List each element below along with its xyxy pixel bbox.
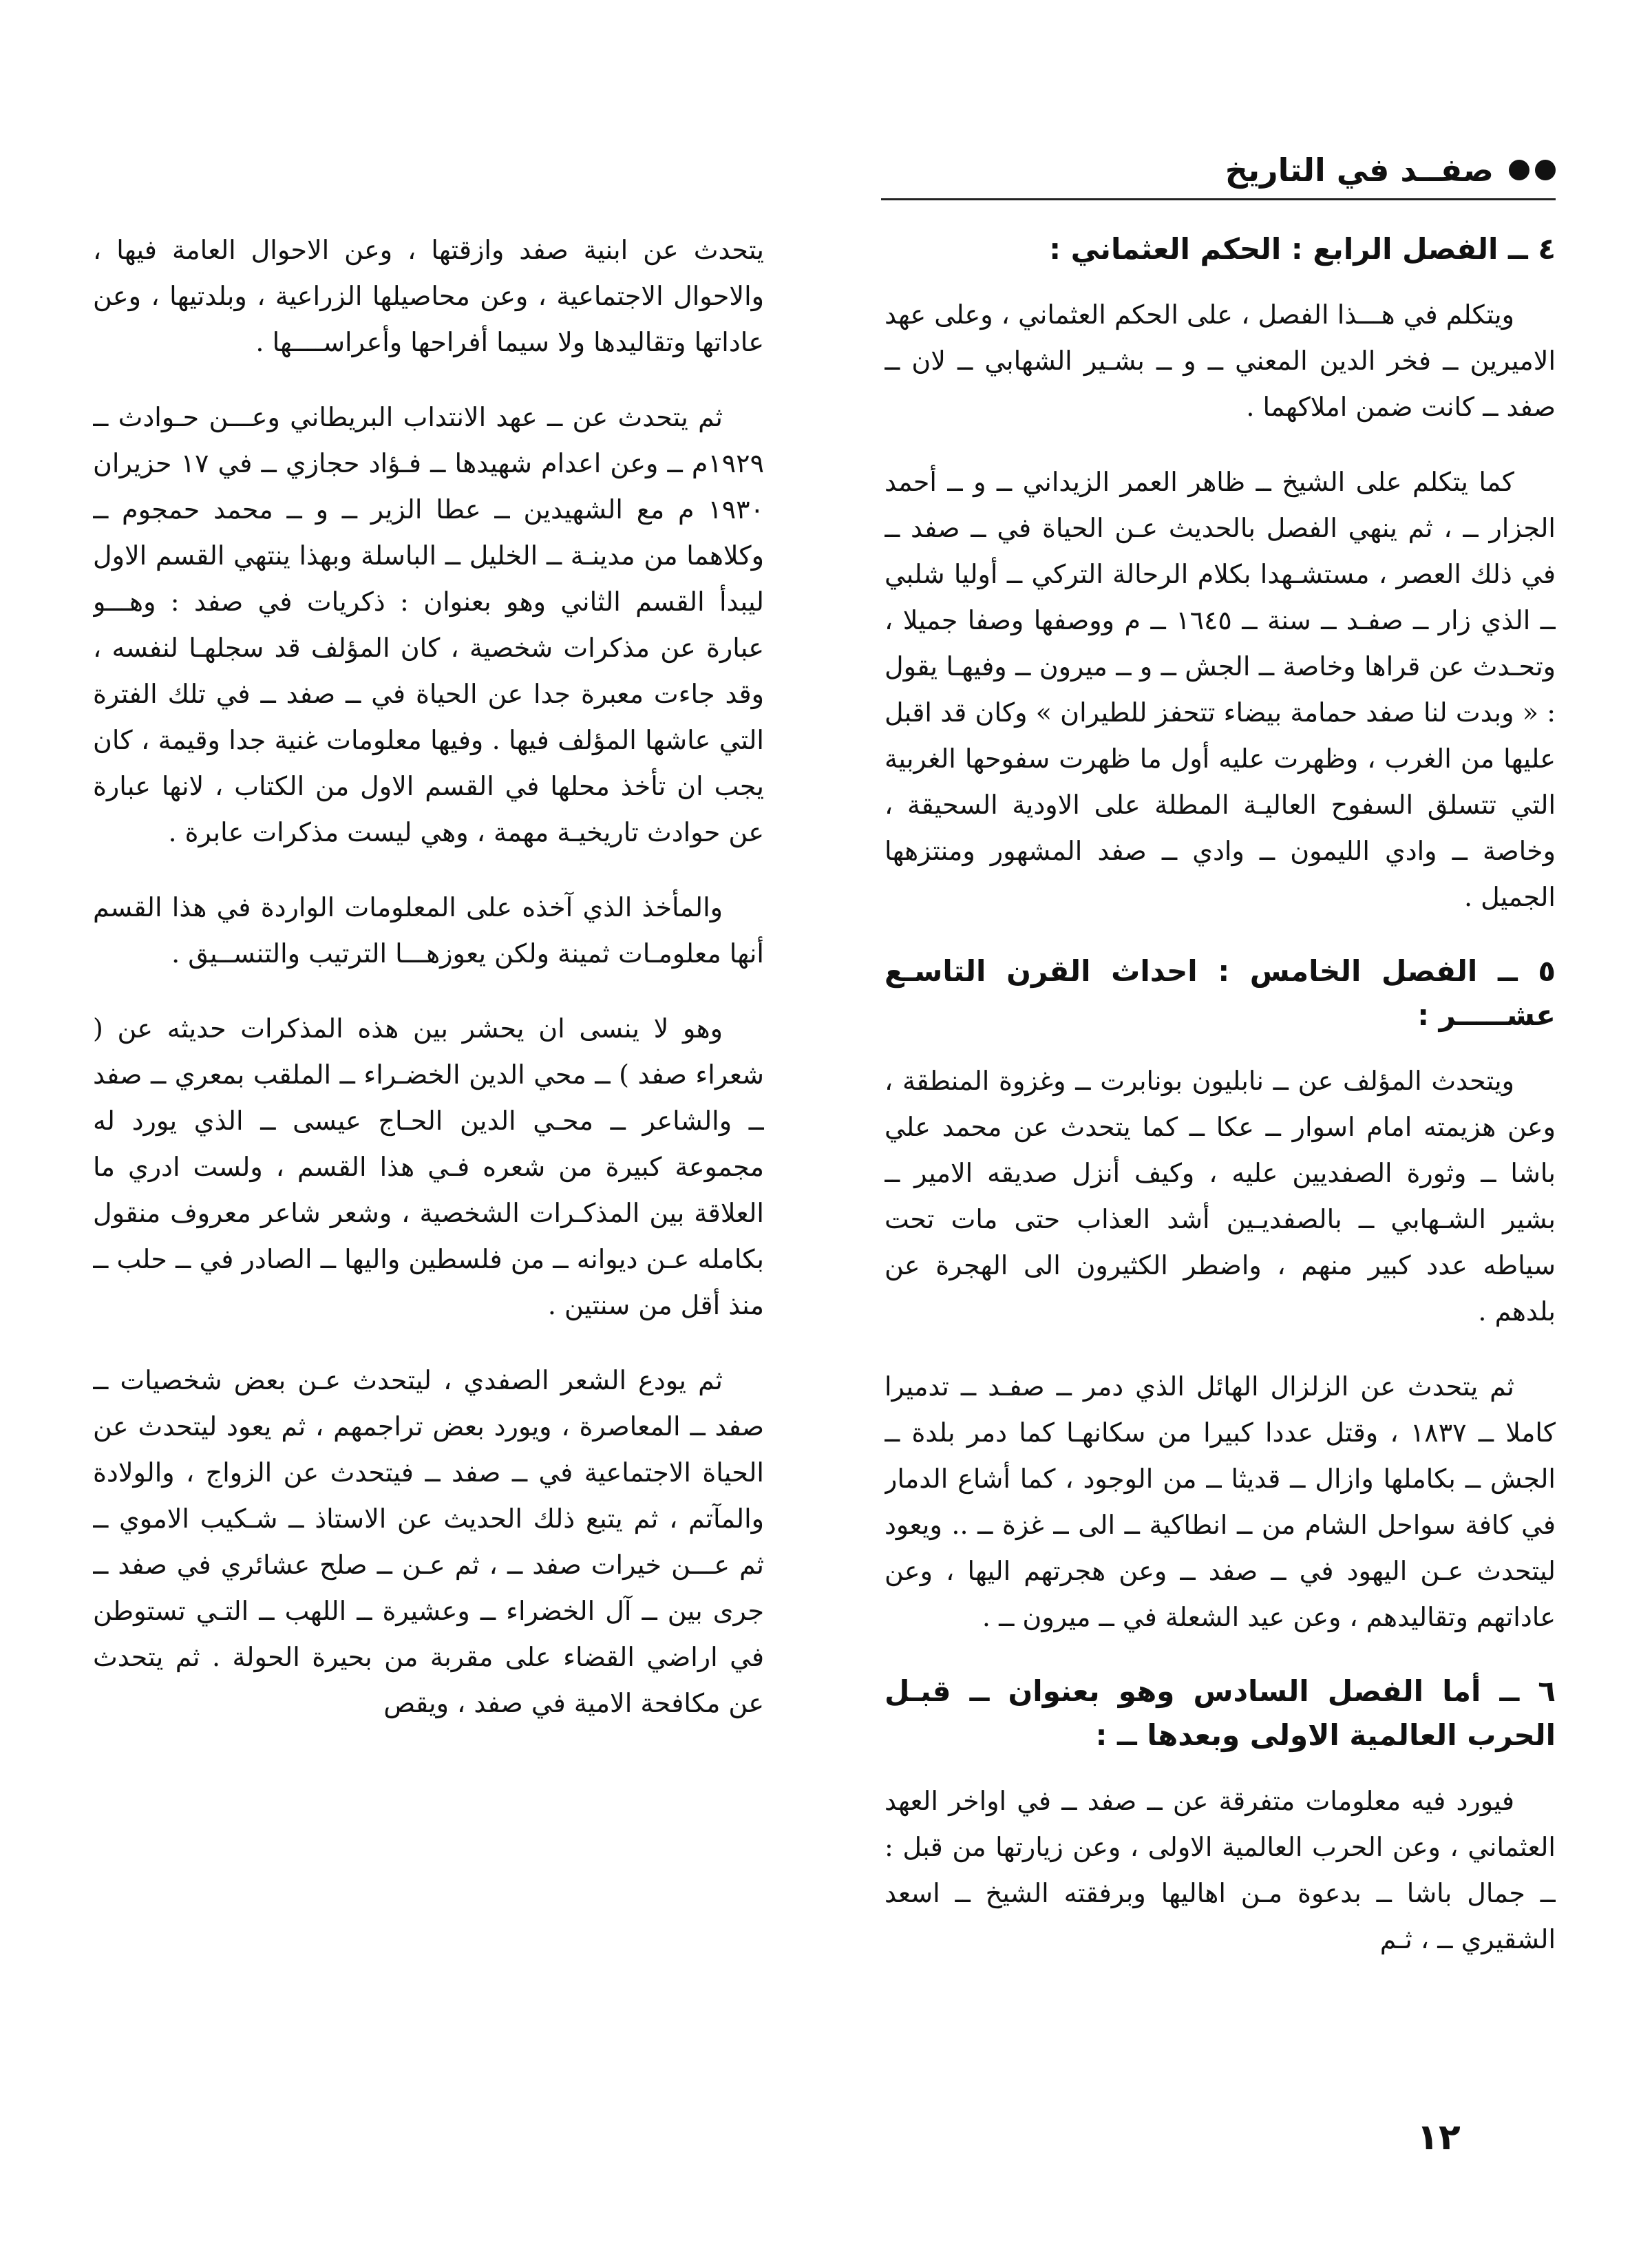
header-rule: [881, 198, 1556, 200]
chapter-6-paragraph-1: فيورد فيه معلومات متفرقة عن ــ صفد ــ في اواخر العهد العثماني ، وعن الحرب العالمية الاولى ، وعن زيارتها من قبل : ــ جمال باشا ــ بدعوة مـن اهاليها وبرفقته الشيخ ــ اسعد الشقيري ــ ، ثـم: [885, 1786, 1556, 1954]
left-paragraph-1: يتحدث عن ابنية صفد وازقتها ، وعن الاحوال العامة فيها ، والاحوال الاجتماعية ، وعن محاصيلها الزراعية ، وبلدتيها ، وعن عاداتها وتقاليدها ولا سيما أفراحها وأعراســــها .: [93, 235, 764, 357]
chapter-4-heading: ٤ ــ الفصل الرابع : الحكم العثماني :: [1049, 232, 1556, 266]
chapter-4-paragraph-1: ويتكلم في هـــذا الفصل ، على الحكم العثماني ، وعلى عهد الاميرين ــ فخر الدين المعني ــ و ــ بشـير الشهابي ــ لان ــ صفد ــ كانت ضمن املاكهما .: [885, 299, 1556, 422]
running-header: [881, 146, 1556, 194]
left-paragraph-4: وهو لا ينسى ان يحشر بين هذه المذكرات حديثه عن ( شعراء صفد ) ــ محي الدين الخضـراء ــ الملقب بمعري ــ صفد ــ والشاعر ــ محـي الدين الحـاج عيسى ــ الذي يورد له مجموعة كبيرة من شعره فـي هذا القسم ، ولست ادري ما العلاقة بين المذكـرات الشخصية ، وشعر شاعر معروف منقول بكامله عـن ديوانه ــ من فلسطين واليها ــ الصادر في ــ حلب ــ منذ أقل من سنتين .: [93, 1013, 764, 1320]
header-title: صفــد في التاريخ: [1225, 151, 1494, 189]
page-number: ١٢: [1417, 2117, 1461, 2158]
chapter-6-heading: ٦ ــ أما الفصل السادس وهو بعنوان ــ قبـل الحرب العالمية الاولى وبعدها ــ :: [885, 1674, 1556, 1752]
left-paragraph-5: ثم يودع الشعر الصفدي ، ليتحدث عـن بعض شخصيات ــ صفد ــ المعاصرة ، ويورد بعض تراجمهم ، ثم يعود ليتحدث عن الحياة الاجتماعية في ــ صفد ــ فيتحدث عن الزواج ، والولادة والمآتم ، ثم يتبع ذلك الحديث عن الاستاذ ــ شـكيب الاموي ــ ثم عـــن خيرات صفد ــ ، ثم عـن ــ صلح عشائري في صفد ــ جرى بين ــ آل الخضراء ــ وعشيرة ــ اللهب ــ التـي تستوطن في اراضي القضاء على مقربة من بحيرة الحولة . ثم يتحدث عن مكافحة الامية في صفد ، ويقص: [93, 1365, 764, 1718]
header-bullet-dots-icon: [1509, 160, 1556, 180]
left-paragraph-3: والمأخذ الذي آخذه على المعلومات الواردة في هذا القسم أنها معلومـات ثمينة ولكن يعوزهـــا الترتيب والتنســيق .: [93, 892, 764, 969]
left-paragraph-2: ثم يتحدث عن ــ عهد الانتداب البريطاني وعـــن حـوادث ــ ١٩٢٩م ــ وعن اعدام شهيدها ــ فـؤاد حجازي ــ في ١٧ حزيران ١٩٣٠ م مع الشهيدين ــ عطا الزير ــ و ــ محمد حمجوم ــ وكلاهما من مدينـة ــ الخليل ــ الباسلة وبهذا ينتهي القسم الاول ليبدأ القسم الثاني وهو بعنوان : ذكريات في صفد : وهـــو عبارة عن مذكرات شخصية ، كان المؤلف قد سجلهـا لنفسه ، وقد جاءت معبرة جدا عن الحياة في ــ صفد ــ في تلك الفترة التي عاشها المؤلف فيها . وفيها معلومات غنية جدا وقيمة ، كان يجب ان تأخذ محلها في القسم الاول من الكتاب ، لانها عبارة عن حوادث تاريخيـة مهمة ، وهي ليست مذكرات عابرة .: [93, 402, 764, 847]
left-column: [93, 227, 764, 2058]
chapter-5-paragraph-1: ويتحدث المؤلف عن ــ نابليون بونابرت ــ وغزوة المنطقة ، وعن هزيمته امام اسوار ــ عكا ــ كما يتحدث عن محمد علي باشا ــ وثورة الصفديين عليه ، وكيف أنزل صديقه الامير ــ بشير الشـهابي ــ بالصفديـين أشد العذاب حتى مات تحت سياطه عدد كبير منهم ، واضطر الكثيرون الى الهجرة عن بلدهم .: [885, 1066, 1556, 1327]
right-column: [885, 227, 1556, 2058]
chapter-4-paragraph-2: كما يتكلم على الشيخ ــ ظاهر العمر الزيداني ــ و ــ أحمد الجزار ــ ، ثم ينهي الفصل بالحديث عـن الحياة في ــ صفد ــ في ذلك العصر ، مستشـهدا بكلام الرحالة التركي ــ أوليا شلبي ــ الذي زار ــ صفـد ــ سنة ــ ١٦٤٥ ــ م ووصفها وصفا جميلا ، وتحـدث عن قراها وخاصة ــ الجش ــ و ــ ميرون ــ وفيهـا يقول : « وبدت لنا صفد حمامة بيضاء تتحفز للطيران » وكان قد اقبل عليها من الغرب ، وظهرت عليه أول ما ظهرت سفوحها الغربية التي تتسلق السفوح العاليـة المطلة على الاودية السحيقة ، وخاصة ــ وادي الليمون ــ وادي ــ صفد المشهور ومنتزهها الجميل .: [885, 467, 1556, 912]
chapter-5-heading: ٥ ــ الفصل الخامس : احداث القرن التاسـع عشـــــر :: [885, 954, 1556, 1032]
chapter-5-paragraph-2: ثم يتحدث عن الزلزال الهائل الذي دمر ــ صفـد ــ تدميرا كاملا ــ ١٨٣٧ ، وقتل عددا كبيرا من سكانهـا كما دمر بلدة ــ الجش ــ بكاملها وازال ــ قديثا ــ من الوجود ، كما أشاع الدمار في كافة سواحل الشام من ــ انطاكية ــ الى ــ غزة ــ .. ويعود ليتحدث عـن اليهود في ــ صفد ــ وعن هجرتهم اليها ، وعن عاداتهم وتقاليدهم ، وعن عيد الشعلة في ــ ميرون ــ .: [885, 1371, 1556, 1632]
